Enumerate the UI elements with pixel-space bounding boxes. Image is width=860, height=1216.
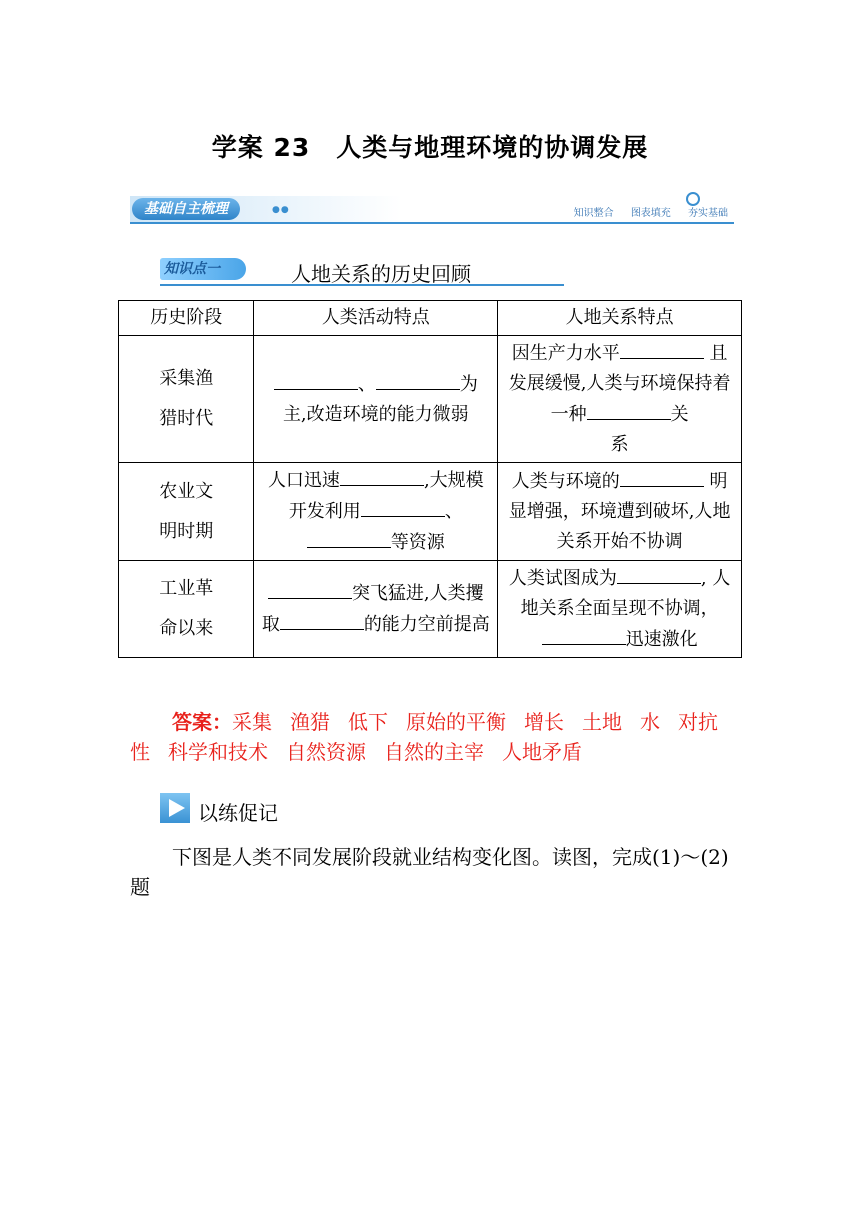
fill-blank[interactable] — [376, 369, 460, 390]
answer-item: 自然的主宰 — [384, 740, 484, 764]
fill-blank[interactable] — [587, 399, 671, 420]
practice-label: 以练促记 — [198, 801, 278, 825]
answer-item: 渔猎 — [290, 710, 330, 734]
relation-cell — [498, 561, 742, 658]
answer-item: 对抗性 — [130, 710, 718, 764]
stage-cell — [119, 336, 254, 463]
banner-tags — [560, 204, 728, 219]
banner-tag: 图表填充 — [630, 208, 671, 219]
cell-text: 突飞猛进,人类攫取 — [261, 583, 484, 635]
stage-line: 农业文 — [159, 480, 214, 502]
cell-text: 主,改造环境的能力微弱 — [282, 403, 469, 425]
activity-cell — [254, 336, 498, 463]
cell-text: 明显增强，环境遭到破坏,人地关系开始不协调 — [508, 471, 731, 552]
table-header-row — [119, 301, 742, 336]
cell-text: 、 — [357, 373, 376, 395]
fill-blank[interactable] — [617, 563, 701, 584]
stage-line: 工业革 — [159, 578, 214, 599]
cell-text: , — [700, 568, 707, 589]
cell-text: 人地关系全面呈现不协调， — [520, 568, 731, 619]
activity-cell — [254, 463, 498, 561]
table-row — [119, 561, 742, 658]
activity-cell — [254, 561, 498, 658]
banner-tag: 知识整合 — [573, 208, 614, 219]
answer-item: 原始的平衡 — [406, 710, 506, 734]
relation-cell — [498, 336, 742, 463]
cell-text: 迅速激化 — [625, 629, 698, 650]
fill-blank[interactable] — [307, 527, 391, 548]
cell-text: 人口迅速 — [267, 470, 340, 491]
knowledge-point-header — [160, 256, 564, 286]
knowledge-point-title: 人地关系的历史回顾 — [291, 262, 471, 286]
section-banner — [130, 196, 734, 226]
table-row — [119, 463, 742, 561]
answer-item: 科学和技术 — [168, 740, 268, 764]
cell-text: 因生产力水平 — [511, 343, 620, 364]
banner-label: 基础自主梳理 — [132, 198, 240, 220]
fill-blank[interactable] — [268, 578, 352, 599]
answer-item: 人地矛盾 — [502, 740, 582, 764]
answer-item: 增长 — [524, 710, 564, 734]
stage-cell — [119, 463, 254, 561]
column-header: 历史阶段 — [119, 301, 254, 336]
fill-blank[interactable] — [620, 466, 704, 487]
answer-label: 答案： — [172, 710, 232, 734]
cell-text: 人类与环境的 — [511, 471, 620, 492]
cell-text: 为 — [459, 373, 478, 395]
stage-cell — [119, 561, 254, 658]
answer-item: 土地 — [582, 710, 622, 734]
answer-item: 低下 — [348, 710, 388, 734]
cell-text: 系 — [610, 434, 629, 455]
cell-text: 且发展缓慢,人类与环境保持着一种 — [508, 343, 731, 425]
relation-cell — [498, 463, 742, 561]
fill-blank[interactable] — [361, 496, 445, 517]
answer-item: 自然资源 — [286, 740, 366, 764]
stage-line: 明时期 — [159, 520, 214, 542]
cell-text: 等资源 — [390, 532, 445, 553]
cell-text: 的能力空前提高 — [363, 614, 490, 635]
answer-item: 水 — [640, 710, 660, 734]
column-header: 人地关系特点 — [498, 301, 742, 336]
banner-tag: 夯实基础 — [688, 208, 728, 219]
table-row — [119, 336, 742, 463]
column-header: 人类活动特点 — [254, 301, 498, 336]
question-intro: 下图是人类不同发展阶段就业结构变化图。读图，完成(1)～(2)题 — [130, 845, 729, 899]
cell-text: 、 — [444, 501, 463, 522]
stage-line: 猎时代 — [159, 408, 214, 429]
page-title: 学案 23 人类与地理环境的协调发展 — [211, 133, 649, 162]
fill-blank[interactable] — [620, 338, 704, 359]
fill-blank[interactable] — [274, 369, 358, 390]
knowledge-point-badge: 知识点一 — [160, 258, 246, 280]
cell-text: ,大规模开发利用 — [288, 470, 484, 522]
fill-blank[interactable] — [542, 624, 626, 645]
fill-blank[interactable] — [280, 609, 364, 630]
answer-item: 采集 — [232, 710, 272, 734]
stage-line: 命以来 — [159, 618, 214, 639]
fill-blank[interactable] — [340, 465, 424, 486]
banner-dots: ●● — [272, 205, 290, 215]
cell-text: 关 — [670, 404, 689, 425]
history-table — [118, 300, 742, 658]
answer-block — [130, 707, 734, 767]
cell-text: 人类试图成为 — [508, 568, 617, 589]
play-icon — [160, 793, 190, 823]
stage-line: 采集渔 — [159, 368, 214, 389]
